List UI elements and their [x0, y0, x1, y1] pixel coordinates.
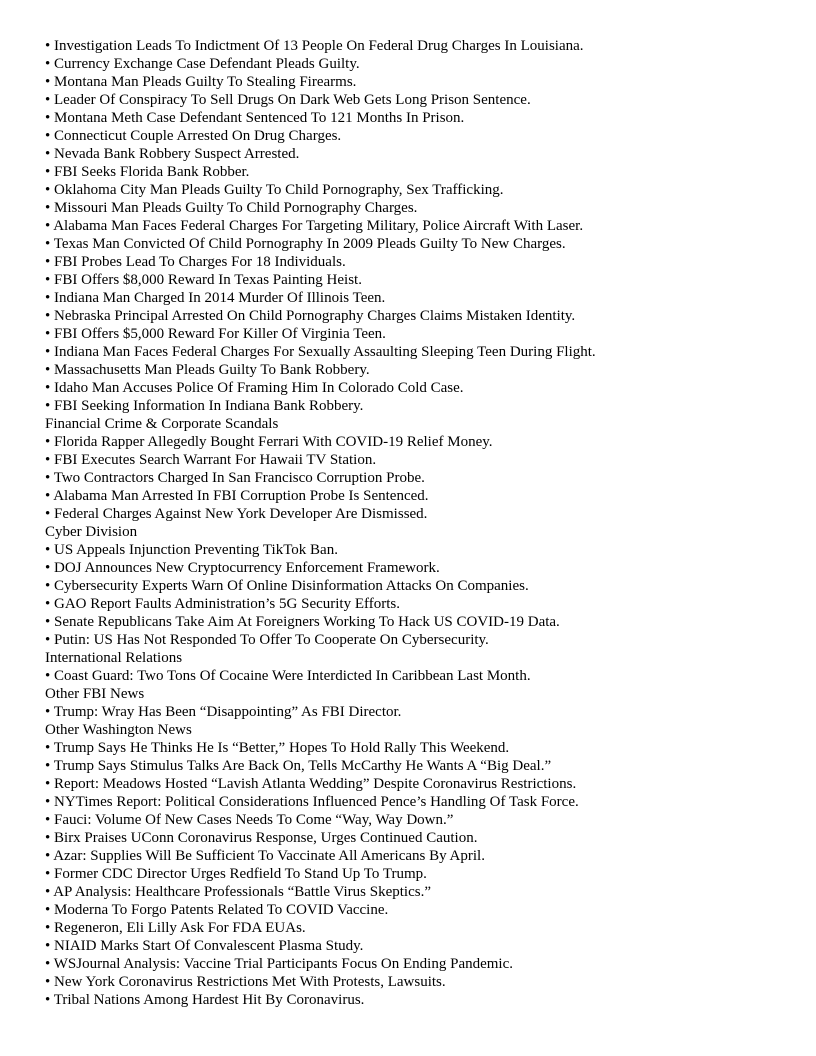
headline-item [45, 397, 816, 415]
headline-text: Trump: Wray Has Been “Disappointing” As FBI Director. [53, 704, 402, 720]
bullet-icon: • [45, 758, 54, 774]
bullet-icon: • [45, 830, 55, 846]
headline-item [45, 811, 816, 829]
bullet-icon: • [45, 92, 55, 108]
headline-text: Birx Praises UConn Coronavirus Response, Urges Continued Caution. [54, 830, 478, 846]
headline-item [45, 91, 816, 109]
bullet-icon: • [45, 74, 55, 90]
headline-item [45, 901, 816, 919]
headline-text: FBI Executes Search Warrant For Hawaii TV Station. [54, 452, 377, 468]
section-heading: International Relations [45, 650, 183, 666]
bullet-icon: • [45, 308, 55, 324]
bullet-icon: • [45, 884, 54, 900]
headline-text: Leader Of Conspiracy To Sell Drugs On Dark Web Gets Long Prison Sentence. [54, 92, 531, 108]
bullet-icon: • [45, 740, 54, 756]
headline-item [45, 181, 816, 199]
headline-item [45, 865, 816, 883]
headline-text: Investigation Leads To Indictment Of 13 People On Federal Drug Charges In Louisiana. [54, 38, 584, 54]
bullet-icon: • [45, 236, 54, 252]
headline-item [45, 703, 816, 721]
bullet-icon: • [45, 704, 54, 720]
headline-item [45, 451, 816, 469]
headline-text: Federal Charges Against New York Developer Are Dismissed. [54, 506, 428, 522]
bullet-icon: • [45, 398, 55, 414]
bullet-icon: • [45, 632, 55, 648]
headline-text: Senate Republicans Take Aim At Foreigners Working To Hack US COVID-19 Data. [54, 614, 560, 630]
bullet-icon: • [45, 542, 55, 558]
bullet-icon: • [45, 794, 55, 810]
headline-text: Former CDC Director Urges Redfield To Stand Up To Trump. [54, 866, 427, 882]
headline-text: US Appeals Injunction Preventing TikTok Ban. [54, 542, 338, 558]
headline-item [45, 919, 816, 937]
headline-text: Alabama Man Faces Federal Charges For Targeting Military, Police Aircraft With Laser. [53, 218, 584, 234]
headline-item [45, 73, 816, 91]
headline-item [45, 829, 816, 847]
headline-text: FBI Seeking Information In Indiana Bank Robbery. [54, 398, 364, 414]
headline-item [45, 145, 816, 163]
headline-item [45, 505, 816, 523]
headline-text: DOJ Announces New Cryptocurrency Enforcement Framework. [54, 560, 440, 576]
bullet-icon: • [45, 344, 55, 360]
headline-item [45, 883, 816, 901]
headline-text: WSJournal Analysis: Vaccine Trial Participants Focus On Ending Pandemic. [53, 956, 513, 972]
bullet-icon: • [45, 614, 55, 630]
headline-text: FBI Probes Lead To Charges For 18 Individuals. [54, 254, 346, 270]
headline-text: Missouri Man Pleads Guilty To Child Pornography Charges. [54, 200, 418, 216]
headline-item [45, 55, 816, 73]
bullet-icon: • [45, 290, 55, 306]
bullet-icon: • [45, 452, 55, 468]
headline-item [45, 379, 816, 397]
headline-text: Alabama Man Arrested In FBI Corruption Probe Is Sentenced. [53, 488, 429, 504]
headline-item [45, 109, 816, 127]
bullet-icon: • [45, 362, 55, 378]
headline-item [45, 217, 816, 235]
headline-text: Oklahoma City Man Pleads Guilty To Child Pornography, Sex Trafficking. [54, 182, 504, 198]
bullet-icon: • [45, 56, 55, 72]
bullet-icon: • [45, 488, 54, 504]
bullet-icon: • [45, 866, 55, 882]
headline-text: Indiana Man Faces Federal Charges For Sexually Assaulting Sleeping Teen During Flight. [54, 344, 596, 360]
headline-item [45, 289, 816, 307]
headline-text: New York Coronavirus Restrictions Met With Protests, Lawsuits. [54, 974, 446, 990]
bullet-icon: • [45, 164, 55, 180]
headline-text: Fauci: Volume Of New Cases Needs To Come “Way, Way Down.” [54, 812, 454, 828]
bullet-icon: • [45, 200, 55, 216]
headline-item [45, 271, 816, 289]
headline-item [45, 325, 816, 343]
headline-text: Two Contractors Charged In San Francisco Corruption Probe. [53, 470, 425, 486]
headline-item [45, 469, 816, 487]
bullet-icon: • [45, 578, 55, 594]
bullet-icon: • [45, 776, 55, 792]
headline-text: Florida Rapper Allegedly Bought Ferrari With COVID-19 Relief Money. [54, 434, 493, 450]
headline-text: Connecticut Couple Arrested On Drug Charges. [54, 128, 342, 144]
headline-text: Massachusetts Man Pleads Guilty To Bank Robbery. [54, 362, 370, 378]
bullet-icon: • [45, 902, 55, 918]
bullet-icon: • [45, 596, 55, 612]
bullet-icon: • [45, 470, 54, 486]
headline-text: Montana Man Pleads Guilty To Stealing Firearms. [54, 74, 357, 90]
bullet-icon: • [45, 380, 55, 396]
headline-text: Coast Guard: Two Tons Of Cocaine Were Interdicted In Caribbean Last Month. [54, 668, 531, 684]
headline-item [45, 487, 816, 505]
bullet-icon: • [45, 146, 55, 162]
headline-item [45, 577, 816, 595]
headline-text: Trump Says He Thinks He Is “Better,” Hopes To Hold Rally This Weekend. [53, 740, 510, 756]
headline-text: Moderna To Forgo Patents Related To COVID Vaccine. [54, 902, 389, 918]
headline-text: Cybersecurity Experts Warn Of Online Disinformation Attacks On Companies. [54, 578, 529, 594]
headline-text: Currency Exchange Case Defendant Pleads Guilty. [54, 56, 360, 72]
headline-item [45, 199, 816, 217]
headline-item [45, 127, 816, 145]
bullet-icon: • [45, 110, 55, 126]
bullet-icon: • [45, 920, 55, 936]
headline-item [45, 163, 816, 181]
headline-text: Trump Says Stimulus Talks Are Back On, Tells McCarthy He Wants A “Big Deal.” [53, 758, 552, 774]
section-heading: Cyber Division [45, 524, 138, 540]
headline-item [45, 343, 816, 361]
headline-item [45, 991, 816, 1009]
headline-item [45, 235, 816, 253]
headline-text: AP Analysis: Healthcare Professionals “Battle Virus Skeptics.” [53, 884, 431, 900]
bullet-icon: • [45, 812, 55, 828]
headline-text: GAO Report Faults Administration’s 5G Security Efforts. [54, 596, 400, 612]
headline-item [45, 433, 816, 451]
section-heading: Other Washington News [45, 722, 192, 738]
headline-text: Idaho Man Accuses Police Of Framing Him In Colorado Cold Case. [54, 380, 464, 396]
headline-text: Montana Meth Case Defendant Sentenced To 121 Months In Prison. [54, 110, 465, 126]
headline-item [45, 847, 816, 865]
bullet-icon: • [45, 974, 55, 990]
headline-text: Texas Man Convicted Of Child Pornography In 2009 Pleads Guilty To New Charges. [53, 236, 566, 252]
headline-item [45, 973, 816, 991]
bullet-icon: • [45, 560, 55, 576]
bullet-icon: • [45, 992, 54, 1008]
headline-text: Nebraska Principal Arrested On Child Pornography Charges Claims Mistaken Identity. [54, 308, 576, 324]
bullet-icon: • [45, 128, 55, 144]
bullet-icon: • [45, 218, 54, 234]
headline-item [45, 595, 816, 613]
bullet-icon: • [45, 254, 55, 270]
bullet-icon: • [45, 182, 55, 198]
headline-item [45, 793, 816, 811]
headline-text: Regeneron, Eli Lilly Ask For FDA EUAs. [54, 920, 306, 936]
section-heading: Other FBI News [45, 686, 145, 702]
headline-item [45, 361, 816, 379]
bullet-icon: • [45, 938, 55, 954]
headline-item [45, 613, 816, 631]
bullet-icon: • [45, 848, 54, 864]
headline-item [45, 739, 816, 757]
bullet-icon: • [45, 668, 55, 684]
bullet-icon: • [45, 434, 55, 450]
bullet-icon: • [45, 326, 55, 342]
bullet-icon: • [45, 38, 55, 54]
headline-item [45, 559, 816, 577]
headline-item [45, 631, 816, 649]
headline-item [45, 757, 816, 775]
section-heading: Financial Crime & Corporate Scandals [45, 416, 279, 432]
headline-text: Tribal Nations Among Hardest Hit By Coronavirus. [53, 992, 365, 1008]
bullet-icon: • [45, 506, 55, 522]
headline-item [45, 667, 816, 685]
headline-text: Report: Meadows Hosted “Lavish Atlanta Wedding” Despite Coronavirus Restrictions. [54, 776, 577, 792]
headline-text: FBI Offers $5,000 Reward For Killer Of Virginia Teen. [54, 326, 386, 342]
headline-item [45, 307, 816, 325]
headline-text: Azar: Supplies Will Be Sufficient To Vaccinate All Americans By April. [53, 848, 485, 864]
headline-text: NIAID Marks Start Of Convalescent Plasma Study. [54, 938, 364, 954]
headline-text: Indiana Man Charged In 2014 Murder Of Illinois Teen. [54, 290, 386, 306]
headline-text: FBI Offers $8,000 Reward In Texas Painting Heist. [54, 272, 362, 288]
headline-item [45, 37, 816, 55]
headline-text: NYTimes Report: Political Considerations Influenced Pence’s Handling Of Task Force. [54, 794, 579, 810]
headline-item [45, 253, 816, 271]
bullet-icon: • [45, 956, 54, 972]
headline-item [45, 937, 816, 955]
headline-text: FBI Seeks Florida Bank Robber. [54, 164, 250, 180]
headline-item [45, 775, 816, 793]
headline-text: Nevada Bank Robbery Suspect Arrested. [54, 146, 300, 162]
headline-item [45, 955, 816, 973]
headline-item [45, 541, 816, 559]
bullet-icon: • [45, 272, 55, 288]
headline-text: Putin: US Has Not Responded To Offer To Cooperate On Cybersecurity. [54, 632, 489, 648]
